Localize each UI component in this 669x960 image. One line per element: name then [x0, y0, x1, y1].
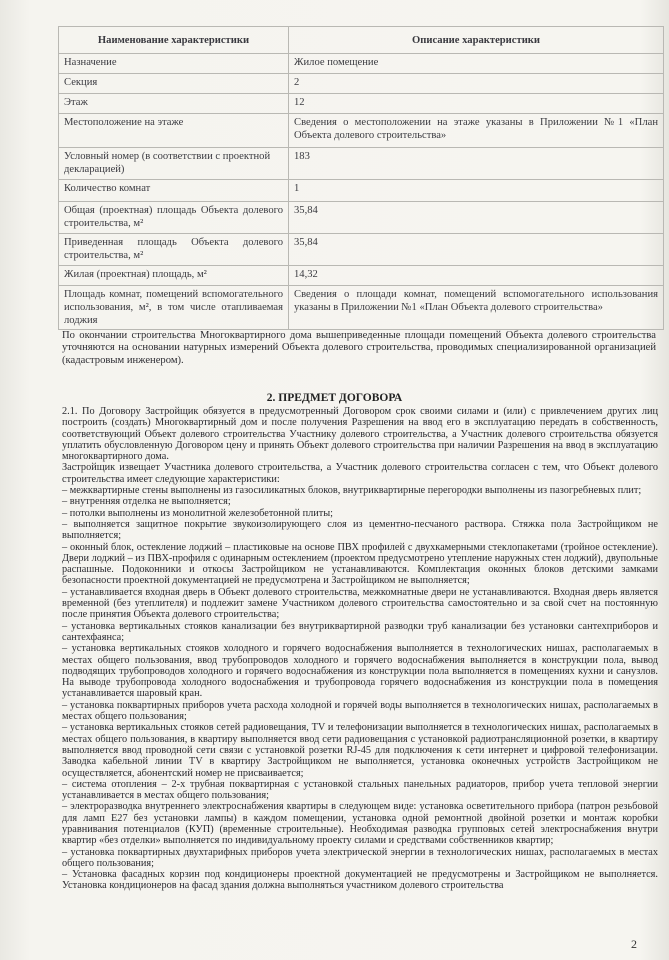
paragraph: – выполняется защитное покрытие звукоизолирующего слоя из цементно-песчаного раствора. Стяжка пола Застройщиком не выполняется; [62, 518, 658, 542]
paragraph: 2.1. По Договору Застройщик обязуется в предусмотренный Договором срок своими силами и (или) с привлечением других лиц построить (создать) Многоквартирный дом и после получения Разрешения на ввод его в эксплуатацию передать в собственность, соответствующий Объект долевого строительства Участнику долевого строительства, а Участник долевого строительства обязуется уплатить обусловленную Договором цену и принять Объект долевого строительства при наличии Разрешения на ввод в эксплуатацию многоквартирного дома. [62, 406, 658, 463]
row-name: Общая (проектная) площадь Объекта долевого строительства, м² [59, 202, 289, 234]
row-name: Условный номер (в соответствии с проектной декларацией) [59, 148, 289, 180]
area-clarification-note: По окончании строительства Многоквартирного дома вышеприведенные площади помещений Объекта долевого строительства уточняются на основании натурных измерений Объекта долевого строительства, проводимых специализированной организацией (кадастровым инженером). [62, 330, 656, 366]
contract-subject-text [62, 406, 658, 892]
table-header-row [59, 27, 664, 54]
row-value: 14,32 [289, 266, 664, 286]
row-name: Количество комнат [59, 180, 289, 202]
header-characteristic-description: Описание характеристики [289, 27, 664, 54]
table-row [59, 286, 664, 330]
section-title: 2. ПРЕДМЕТ ДОГОВОРА [266, 392, 403, 404]
paragraph: – установка вертикальных стояков канализации без внутриквартирной разводки труб канализации без установки сантехприборов и сантехфаянса; [62, 620, 658, 643]
page-number: 2 [631, 937, 637, 951]
row-name: Назначение [59, 54, 289, 74]
row-name: Секция [59, 74, 289, 94]
paragraph: – установка поквартирных приборов учета расхода холодной и горячей воды выполняется в технологических нишах, располагаемых в местах общего пользования; [62, 699, 658, 723]
row-name: Жилая (проектная) площадь, м² [59, 266, 289, 286]
row-value: 12 [289, 94, 664, 114]
row-value: 35,84 [289, 234, 664, 266]
paragraph: – межквартирные стены выполнены из газосиликатных блоков, внутриквартирные перегородки выполнены из пазогребневых плит; [62, 485, 642, 497]
row-value: 2 [289, 74, 664, 94]
paragraph: – устанавливается входная дверь в Объект долевого строительства, межкомнатные двери не устанавливаются. Входная дверь является временной (без утеплителя) и подлежит замене Участником долевого строительства самостоятельно и за свой счет на постоянную после принятия Объекта долевого строительства; [62, 586, 658, 621]
header-characteristic-name: Наименование характеристики [59, 27, 289, 54]
table-row [59, 114, 664, 148]
row-value: Сведения о площади комнат, помещений вспомогательного использования указаны в Приложении №1 «План Объекта долевого строительства» [289, 286, 664, 330]
row-name: Приведенная площадь Объекта долевого строительства, м² [59, 234, 289, 266]
paragraph: – Установка фасадных корзин под кондиционеры проектной документацией не предусмотрены и Застройщиком не выполняется. Установка кондиционеров на фасад здания должна выполняться участником долевого строительства [62, 869, 658, 892]
table-row [59, 148, 664, 180]
paragraph: – установка вертикальных стояков холодного и горячего водоснабжения выполняется в технологических нишах, располагаемых в местах общего пользования, ввод трубопроводов холодного и горячего водоснабжения выполняется в конструкции пола, вывод подводящих трубопроводов холодного и горячего водоснабжения из конструкции пола выполняется в помещениях кухни и санузлов. На выводе трубопровода холодного водоснабжения и трубопровода горячего водоснабжения из конструкции пола в помещения устанавливается шаровый кран. [62, 643, 658, 700]
row-name: Местоположение на этаже [59, 114, 289, 148]
table-row [59, 54, 664, 74]
table-row [59, 94, 664, 114]
row-name: Площадь комнат, помещений вспомогательного использования, м², в том числе отапливаемая лоджия [59, 286, 289, 330]
table-row [59, 266, 664, 286]
table-row [59, 234, 664, 266]
characteristics-table [58, 26, 664, 330]
paragraph: – внутренняя отделка не выполняется; [62, 496, 231, 508]
paragraph: – установка поквартирных двухтарифных приборов учета электрической энергии в технологических нишах, располагаемых в местах общего пользования; [62, 846, 658, 869]
table-row [59, 180, 664, 202]
row-value: 1 [289, 180, 664, 202]
table-row [59, 74, 664, 94]
paragraph: – оконный блок, остекление лоджий – пластиковые на основе ПВХ профилей с двухкамерными стеклопакетами (тройное остекление). Двери лоджий – из ПВХ-профиля с одинарным остеклением (проектом предусмотрено утепление наружных стен лоджий), двупольные распашные. Подоконники и откосы Застройщиком не устанавливаются. Комплектация оконных блоков детскими замками безопасности проектной документацией не предусмотрена и Застройщиком не выполняется; [62, 541, 658, 587]
paragraph: – потолки выполнены из монолитной железобетонной плиты; [62, 507, 334, 519]
paragraph: – установка вертикальных стояков сетей радиовещания, TV и телефонизации выполняется в технологических нишах, располагаемых в местах общего пользования, в квартиру выполняется ввод сети радиовещания с установкой радиотрансляционной розетки, в квартиру выполняется ввод проводной сети связи с установкой розетки RJ-45 для подключения к сети интернет и цифровой телефонизации. Заводка кабельной линии TV в квартиру Застройщиком не выполняется, установка оконечных устройств Застройщиком не осуществляется, абонентский номер не присваивается; [62, 722, 658, 779]
paragraph: – электроразводка внутреннего электроснабжения квартиры в следующем виде: установка осветительного прибора (патрон резьбовой для ламп E27 без установки лампы) в каждом помещении, установка одной ремонтной двойной розетки и монтаж коробки уравнивания потенциалов (КУП) (временные строительные). Необходимая разводка групповых сетей электроснабжения внутри квартир «без отделки» выполняется по индивидуальному проекту силами и средствами собственников квартир; [62, 801, 658, 847]
row-name: Этаж [59, 94, 289, 114]
table-row [59, 202, 664, 234]
paragraph: – система отопления – 2-х трубная поквартирная с установкой стальных панельных радиаторов, прибор учета тепловой энергии устанавливается в местах общего пользования; [62, 778, 658, 802]
row-value: Жилое помещение [289, 54, 664, 74]
paragraph: Застройщик извещает Участника долевого строительства, а Участник долевого строительства согласен с тем, что Объект долевого строительства имеет следующие характеристики: [62, 462, 658, 485]
row-value: Сведения о местоположении на этаже указаны в Приложении №1 «План Объекта долевого строительства» [289, 114, 664, 148]
row-value: 183 [289, 148, 664, 180]
row-value: 35,84 [289, 202, 664, 234]
